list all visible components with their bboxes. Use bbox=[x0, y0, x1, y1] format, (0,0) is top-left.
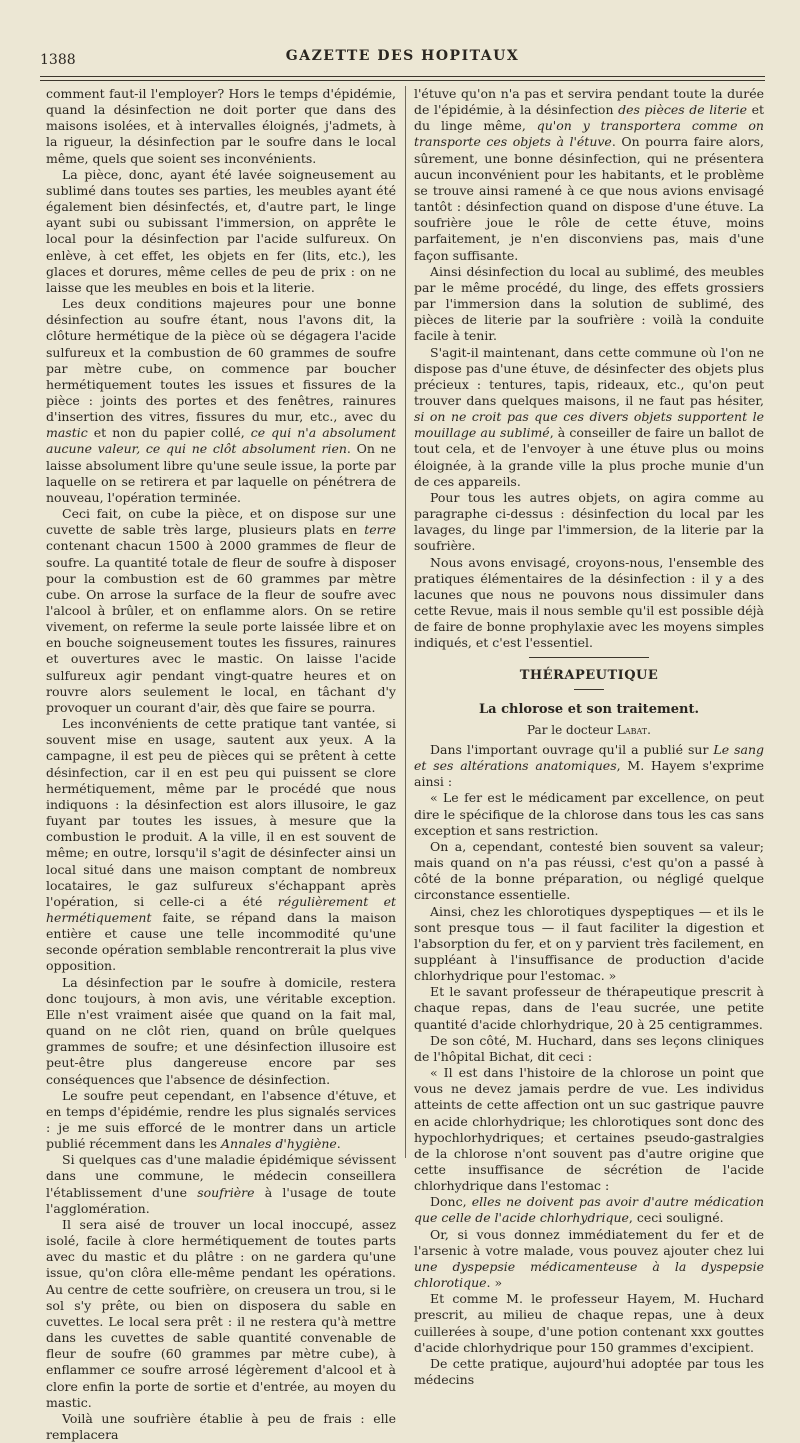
paragraph-text: . On ne laisse absolument libre qu'une seule issue, la porte par laquelle on se retirera et par laquelle on pénétrera de nouveau, l'opération terminée. bbox=[46, 441, 396, 505]
paragraph-text: Or, si vous donnez immédiatement du fer et de l'arsenic à votre malade, vous pouvez ajouter chez lui bbox=[414, 1226, 764, 1258]
italic-text: elles ne doivent pas avoir d'autre médication que celle de l'acide chlorhydrique bbox=[414, 1194, 764, 1226]
right-column-intro bbox=[414, 86, 764, 651]
paragraph bbox=[46, 1088, 396, 1153]
paragraph-text: Dans l'important ouvrage qu'il a publié sur bbox=[430, 741, 714, 757]
article-title: La chlorose et son traitement. bbox=[479, 701, 699, 717]
paragraph-text: Et comme M. le professeur Hayem, M. Huchard prescrit, au milieu de chaque repas, une à deux cuillerées à soupe, d'une potion contenant xxx gouttes d'acide chlorhydrique pour 150 grammes d'excipient. bbox=[414, 1291, 764, 1355]
journal-title: GAZETTE DES HOPITAUX bbox=[285, 48, 520, 64]
section-title-rule bbox=[574, 689, 604, 690]
paragraph bbox=[46, 1411, 396, 1443]
author-name: Labat. bbox=[616, 722, 651, 737]
section-title: THÉRAPEUTIQUE bbox=[519, 668, 659, 684]
section-separator bbox=[529, 657, 649, 658]
paragraph-text: De son côté, M. Huchard, dans ses leçons cliniques de l'hôpital Bichat, dit ceci : bbox=[414, 1032, 764, 1064]
paragraph-text: Ainsi désinfection du local au sublimé, des meubles par le même procédé, du linge, des effets grossiers par l'immersion dans la solution de sublimé, des pièces de literie par la soufrière : voilà la conduite facile à tenir. bbox=[414, 263, 764, 344]
article-byline bbox=[414, 722, 764, 738]
paragraph-text: Ceci fait, on cube la pièce, et on dispose sur une cuvette de sable très large, plusieurs plats en bbox=[46, 506, 396, 538]
paragraph-text: Si quelques cas d'une maladie épidémique sévissent dans une commune, le médecin conseillera l'établissement d'une bbox=[46, 1152, 396, 1200]
paragraph bbox=[46, 975, 396, 1088]
paragraph bbox=[414, 1356, 764, 1388]
paragraph-text: Il sera aisé de trouver un local inoccupé, assez isolé, facile à clore hermétiquement de toutes parts avec du mastic et du plâtre : on ne gardera qu'une issue, qu'on clôra elle-même pendant les opérations. Au centre de cette soufrière, on creusera un trou, si le sol s'y prête, ou bien on disposera du sable en cuvettes. Le local sera prêt : il ne restera qu'à mettre dans les cuvettes de sable quantité convenable de fleur de soufre (60 grammes par mètre cube), à enflammer ce soufre arrosé légèrement d'alcool et à clore enfin la porte de sortie et d'entrée, au moyen du mastic. bbox=[46, 1216, 396, 1410]
paragraph bbox=[414, 345, 764, 490]
paragraph-text: Pour tous les autres objets, on agira comme au paragraphe ci-dessus : désinfection du local par les lavages, du linge par l'immersion, de la literie par la soufrière. bbox=[414, 489, 764, 554]
paragraph bbox=[414, 264, 764, 345]
paragraph-text: De cette pratique, aujourd'hui adoptée par tous les médecins bbox=[414, 1355, 764, 1388]
paragraph-text: Les inconvénients de cette pratique tant vantée, si souvent mise en usage, sautent aux yeux. A la campagne, il est peu de pièces qui se prêtent à cette désinfection, car il en est peu qui puissent se clore hermétiquement, même par le procédé que nous indiquons : la désinfection est alors illusoire, le gaz fuyant par toutes les issues, à mesure que la combustion le produit. A la ville, il en est souvent de même; en outre, lorsqu'il s'agit de désinfecter ainsi un local situé dans une maison comptant de nombreux locataires, le gaz sulfureux s'échappant après l'opération, si celle-ci a été bbox=[46, 716, 396, 909]
left-column bbox=[46, 86, 396, 1442]
paragraph bbox=[46, 1152, 396, 1217]
paragraph-text: « Il est dans l'histoire de la chlorose un point que vous ne devez jamais perdre de vue. Les individus atteints de cette affection ont un suc gastrique pauvre en acide chlorhydrique; les chlorotiques sont donc des hypochlorhydriques; et certaines pseudo-gastralgies de la chlorose n'ont souvent pas d'autre origine que cette insuffisance de sécrétion de l'acide chlorhydrique dans l'estomac : bbox=[414, 1065, 764, 1194]
paragraph-text: à l'usage de toute l'agglomération. bbox=[46, 1184, 396, 1216]
paragraph bbox=[46, 506, 396, 716]
paragraph bbox=[414, 1227, 764, 1292]
paragraph-text: contenant chacun 1500 à 2000 grammes de fleur de soufre. La quantité totale de fleur de soufre à disposer pour la combustion est de 60 grammes par mètre cube. On arrose la surface de la fleur de soufre avec l'alcool à brûler, et on enflamme alors. On se retire vivement, on referme la seule porte laissée libre et on en bouche soigneusement toutes les fissures, rainures et ouvertures avec le mastic. On laisse l'acide sulfureux agir pendant vingt-quatre heures et on rouvre alors seulement le local, en tâchant d'y provoquer un courant d'air, dès que faire se pourra. bbox=[46, 538, 396, 715]
paragraph bbox=[414, 1291, 764, 1356]
paragraph-text: S'agit-il maintenant, dans cette commune où l'on ne dispose pas d'une étuve, de désinfecter des objets plus précieux : tentures, tapis, rideaux, etc., qu'on peut trouver dans quelques maisons, il ne faut pas hésiter, bbox=[414, 344, 764, 408]
paragraph-text: faite, se répand dans la maison entière et cause une telle incommodité qu'une seconde opération semblable rencontrerait la plus vive opposition. bbox=[46, 909, 396, 974]
italic-text: des pièces de literie bbox=[618, 102, 747, 118]
paragraph bbox=[414, 790, 764, 838]
italic-text: qu'on y transportera comme on transporte ces objets à l'étuve bbox=[414, 118, 764, 150]
italic-text: si on ne croit pas que ces divers objets supportent le mouillage au sublimé bbox=[414, 409, 764, 441]
header-rule-bottom bbox=[40, 80, 765, 81]
paragraph-text: Les deux conditions majeures pour une bonne désinfection au soufre étant, nous l'avons dit, la clôture hermétique de la pièce où se dégagera l'acide sulfureux et la combustion de 60 grammes de soufre par mètre cube, on commence par boucher hermétiquement toutes les issues et fissures de la pièce : joints des portes et des fenêtres, rainures d'insertion des vitres, fissures du mur, etc., avec du bbox=[46, 296, 396, 425]
paragraph bbox=[414, 86, 764, 264]
italic-text: une dyspepsie médicamenteuse à la dyspepsie chlorotique bbox=[414, 1258, 764, 1291]
italic-text: Le sang et ses altérations anatomiques bbox=[414, 741, 764, 774]
paragraph bbox=[46, 296, 396, 506]
paragraph bbox=[414, 984, 764, 1032]
paragraph bbox=[46, 716, 396, 975]
paragraph-text: Donc, bbox=[430, 1194, 472, 1210]
header-rule-top bbox=[40, 76, 765, 77]
column-divider bbox=[405, 86, 406, 1158]
paragraph-text: comment faut-il l'employer? Hors le temps d'épidémie, quand la désinfection ne doit porter que dans des maisons isolées, et à intervalles éloignés, j'admets, à la rigueur, la désinfection par le soufre dans le local même, quels que soient ses inconvénients. bbox=[46, 86, 396, 166]
paragraph bbox=[414, 1194, 764, 1226]
paragraph-text: l'étuve qu'on n'a pas et servira pendant toute la durée de l'épidémie, à la désinfection bbox=[414, 86, 764, 118]
italic-text: mastic bbox=[46, 425, 88, 441]
paragraph-text: et du linge même, bbox=[414, 102, 764, 134]
paragraph-text: Ainsi, chez les chlorotiques dyspeptiques — et ils le sont presque tous — il faut faciliter la digestion et l'absorption du fer, et on y parvient très facilement, en suppléant à l'insuffisance de production d'acide chlorhydrique pour l'estomac. » bbox=[414, 903, 764, 984]
paragraph bbox=[414, 839, 764, 904]
paragraph-text: Et le savant professeur de thérapeutique prescrit à chaque repas, dans de l'eau sucrée, une petite quantité d'acide chlorhydrique, 20 à 25 centigrammes. bbox=[414, 984, 764, 1032]
right-column bbox=[414, 86, 765, 1388]
italic-text: soufrière bbox=[197, 1184, 255, 1200]
paragraph bbox=[414, 904, 764, 985]
paragraph bbox=[46, 1217, 396, 1411]
paragraph bbox=[46, 167, 396, 296]
paragraph-text: . On pourra faire alors, sûrement, une bonne désinfection, qui ne présentera aucun inconvénient pour les habitants, et le problème se trouve ainsi ramené à ce que nous avions envisagé tantôt : désinfection quand on dispose d'une étuve. La soufrière joue le rôle de cette étuve, moins parfaitement, je n'en disconviens pas, mais d'une façon suffisante. bbox=[414, 134, 764, 263]
page-number: 1388 bbox=[40, 52, 76, 68]
paragraph bbox=[414, 1065, 764, 1194]
page-header bbox=[40, 48, 765, 72]
italic-text: Annales d'hygiène bbox=[221, 1136, 337, 1152]
paragraph bbox=[414, 1033, 764, 1065]
paragraph bbox=[46, 86, 396, 167]
paragraph bbox=[414, 555, 764, 652]
paragraph-text: On a, cependant, contesté bien souvent sa valeur; mais quand on n'a pas réussi, c'est qu'on a passé à côté de la bonne préparation, ou négligé quelque circonstance essentielle. bbox=[414, 838, 764, 903]
italic-text: régulièrement et hermétiquement bbox=[46, 893, 396, 925]
paragraph-text: Le soufre peut cependant, en l'absence d'étuve, et en temps d'épidémie, rendre les plus signalés services : je me suis efforcé de le montrer dans un article publié récemment dans les bbox=[46, 1087, 396, 1152]
paragraph-text: , ceci souligné. bbox=[628, 1210, 724, 1226]
paragraph-text: , M. Hayem s'exprime ainsi : bbox=[414, 758, 764, 790]
paragraph bbox=[414, 490, 764, 555]
article-body bbox=[414, 742, 764, 1388]
paragraph-text: La pièce, donc, ayant été lavée soigneusement au sublimé dans toutes ses parties, les meubles ayant été également bien désinfectés, et, d'autre part, le linge ayant subi ou subissant l'immersion, on apprête le local pour la désinfection par l'acide sulfureux. On enlève, à cet effet, les objets en fer (lits, etc.), les glaces et dorures, même celles de peu de prix : on ne laisse que les meubles en bois et la literie. bbox=[46, 166, 396, 295]
italic-text: terre bbox=[364, 522, 396, 538]
paragraph-text: . bbox=[336, 1136, 341, 1152]
paragraph-text: et non du papier collé, bbox=[87, 425, 251, 441]
paragraph bbox=[414, 742, 764, 790]
paragraph-text: . » bbox=[486, 1275, 503, 1291]
paragraph-text: « Le fer est le médicament par excellence, on peut dire le spécifique de la chlorose dans tous les cas sans exception et sans restriction. bbox=[414, 790, 764, 838]
paragraph-text: La désinfection par le soufre à domicile, restera donc toujours, à mon avis, une véritable exception. Elle n'est vraiment aisée que quand on la fait mal, quand on ne clôt rien, quand on brûle quelques grammes de soufre; et une désinfection illusoire est peut-être plus dangereuse encore par ses conséquences que l'absence de désinfection. bbox=[46, 974, 396, 1087]
author-prefix: Par le docteur bbox=[527, 722, 617, 737]
italic-text: ce qui n'a absolument aucune valeur, ce qui ne clôt absolument rien bbox=[46, 425, 396, 457]
paragraph-text: Voilà une soufrière établie à peu de frais : elle remplacera bbox=[46, 1410, 396, 1442]
paragraph-text: Nous avons envisagé, croyons-nous, l'ensemble des pratiques élémentaires de la désinfection : il y a des lacunes que nous ne pouvons nous dissimuler dans cette Revue, mais il nous semble qu'il est possible déjà de faire de bonne prophylaxie avec les moyens simples indiqués, et c'est l'essentiel. bbox=[414, 554, 764, 651]
paragraph-text: , à conseiller de faire un ballot de tout cela, et de l'envoyer à une étuve plus ou moins éloignée, à la grande ville la plus proche munie d'un de ces appareils. bbox=[414, 425, 765, 489]
